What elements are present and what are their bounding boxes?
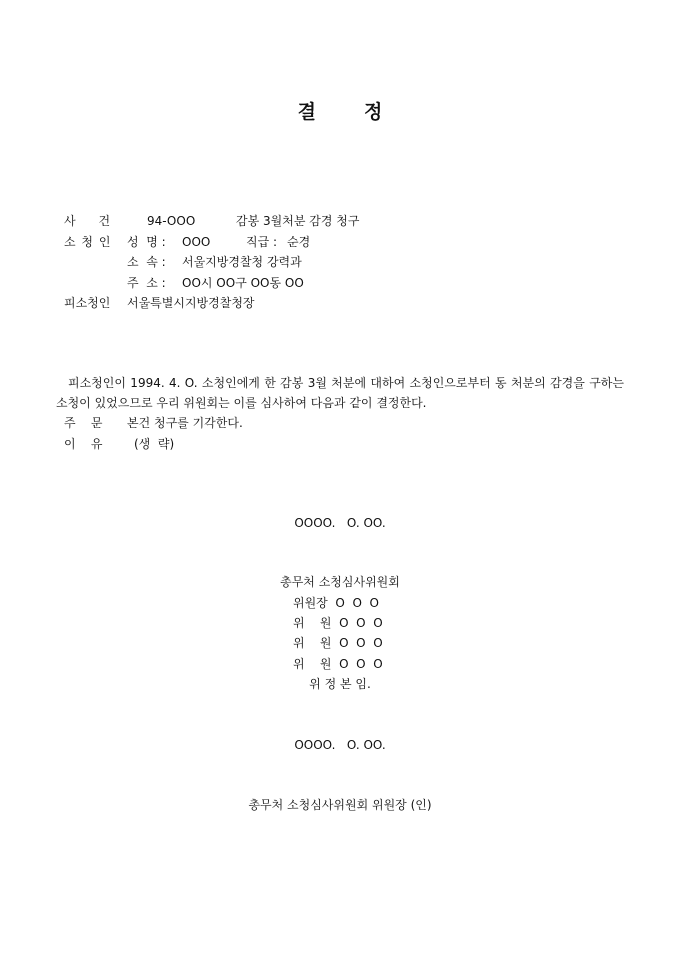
case-subject: 감봉 3월처분 감경 청구 [236, 214, 360, 228]
order-label: 주 문 [64, 416, 103, 430]
affiliation-value: 서울지방경찰청 강력과 [182, 255, 302, 269]
rank-label: 직급 : [246, 235, 278, 249]
committee-member: 위 원 O O O [293, 636, 383, 650]
decision-date: OOOO. O. OO. [294, 516, 386, 530]
respondent-label: 피소청인 [64, 296, 111, 310]
reason-label: 이 유 [64, 437, 103, 451]
signature-line: 총무처 소청심사위원회 위원장 (인) [248, 798, 432, 812]
decision-paragraph: 피소청인이 1994. 4. O. 소청인에게 한 감봉 3월 처분에 대하여 소청인으로부터 동 처분의 감경을 구하는 소청이 있었으므로 우리 위원회는 이를 심사하여 다음과 같이 결정한다. [56, 376, 624, 410]
case-label: 사 건 [64, 214, 111, 228]
address-label: 주 소 : [127, 276, 166, 290]
committee-member: 위 원 O O O [293, 616, 383, 630]
committee-name: 총무처 소청심사위원회 [280, 575, 400, 589]
title-char-1: 결 [297, 101, 316, 123]
certification-text: 위 정 본 임. [309, 677, 371, 691]
rank-value: 순경 [287, 235, 311, 249]
name-label: 성 명 : [127, 235, 166, 249]
address-value: OO시 OO구 OO동 OO [182, 276, 304, 290]
title-char-2: 정 [364, 101, 383, 123]
applicant-label: 소 청 인 [64, 235, 111, 249]
case-number: 94-OOO [147, 214, 196, 228]
respondent-value: 서울특별시지방경찰청장 [127, 296, 255, 310]
order-text: 본건 청구를 기각한다. [127, 416, 243, 430]
committee-member: 위 원 O O O [293, 657, 383, 671]
issue-date: OOOO. O. OO. [294, 738, 386, 752]
document-title [0, 100, 680, 124]
name-value: OOO [182, 235, 211, 249]
affiliation-label: 소 속 : [127, 255, 166, 269]
reason-text: (생 략) [134, 437, 175, 451]
committee-chair: 위원장 O O O [293, 596, 379, 610]
